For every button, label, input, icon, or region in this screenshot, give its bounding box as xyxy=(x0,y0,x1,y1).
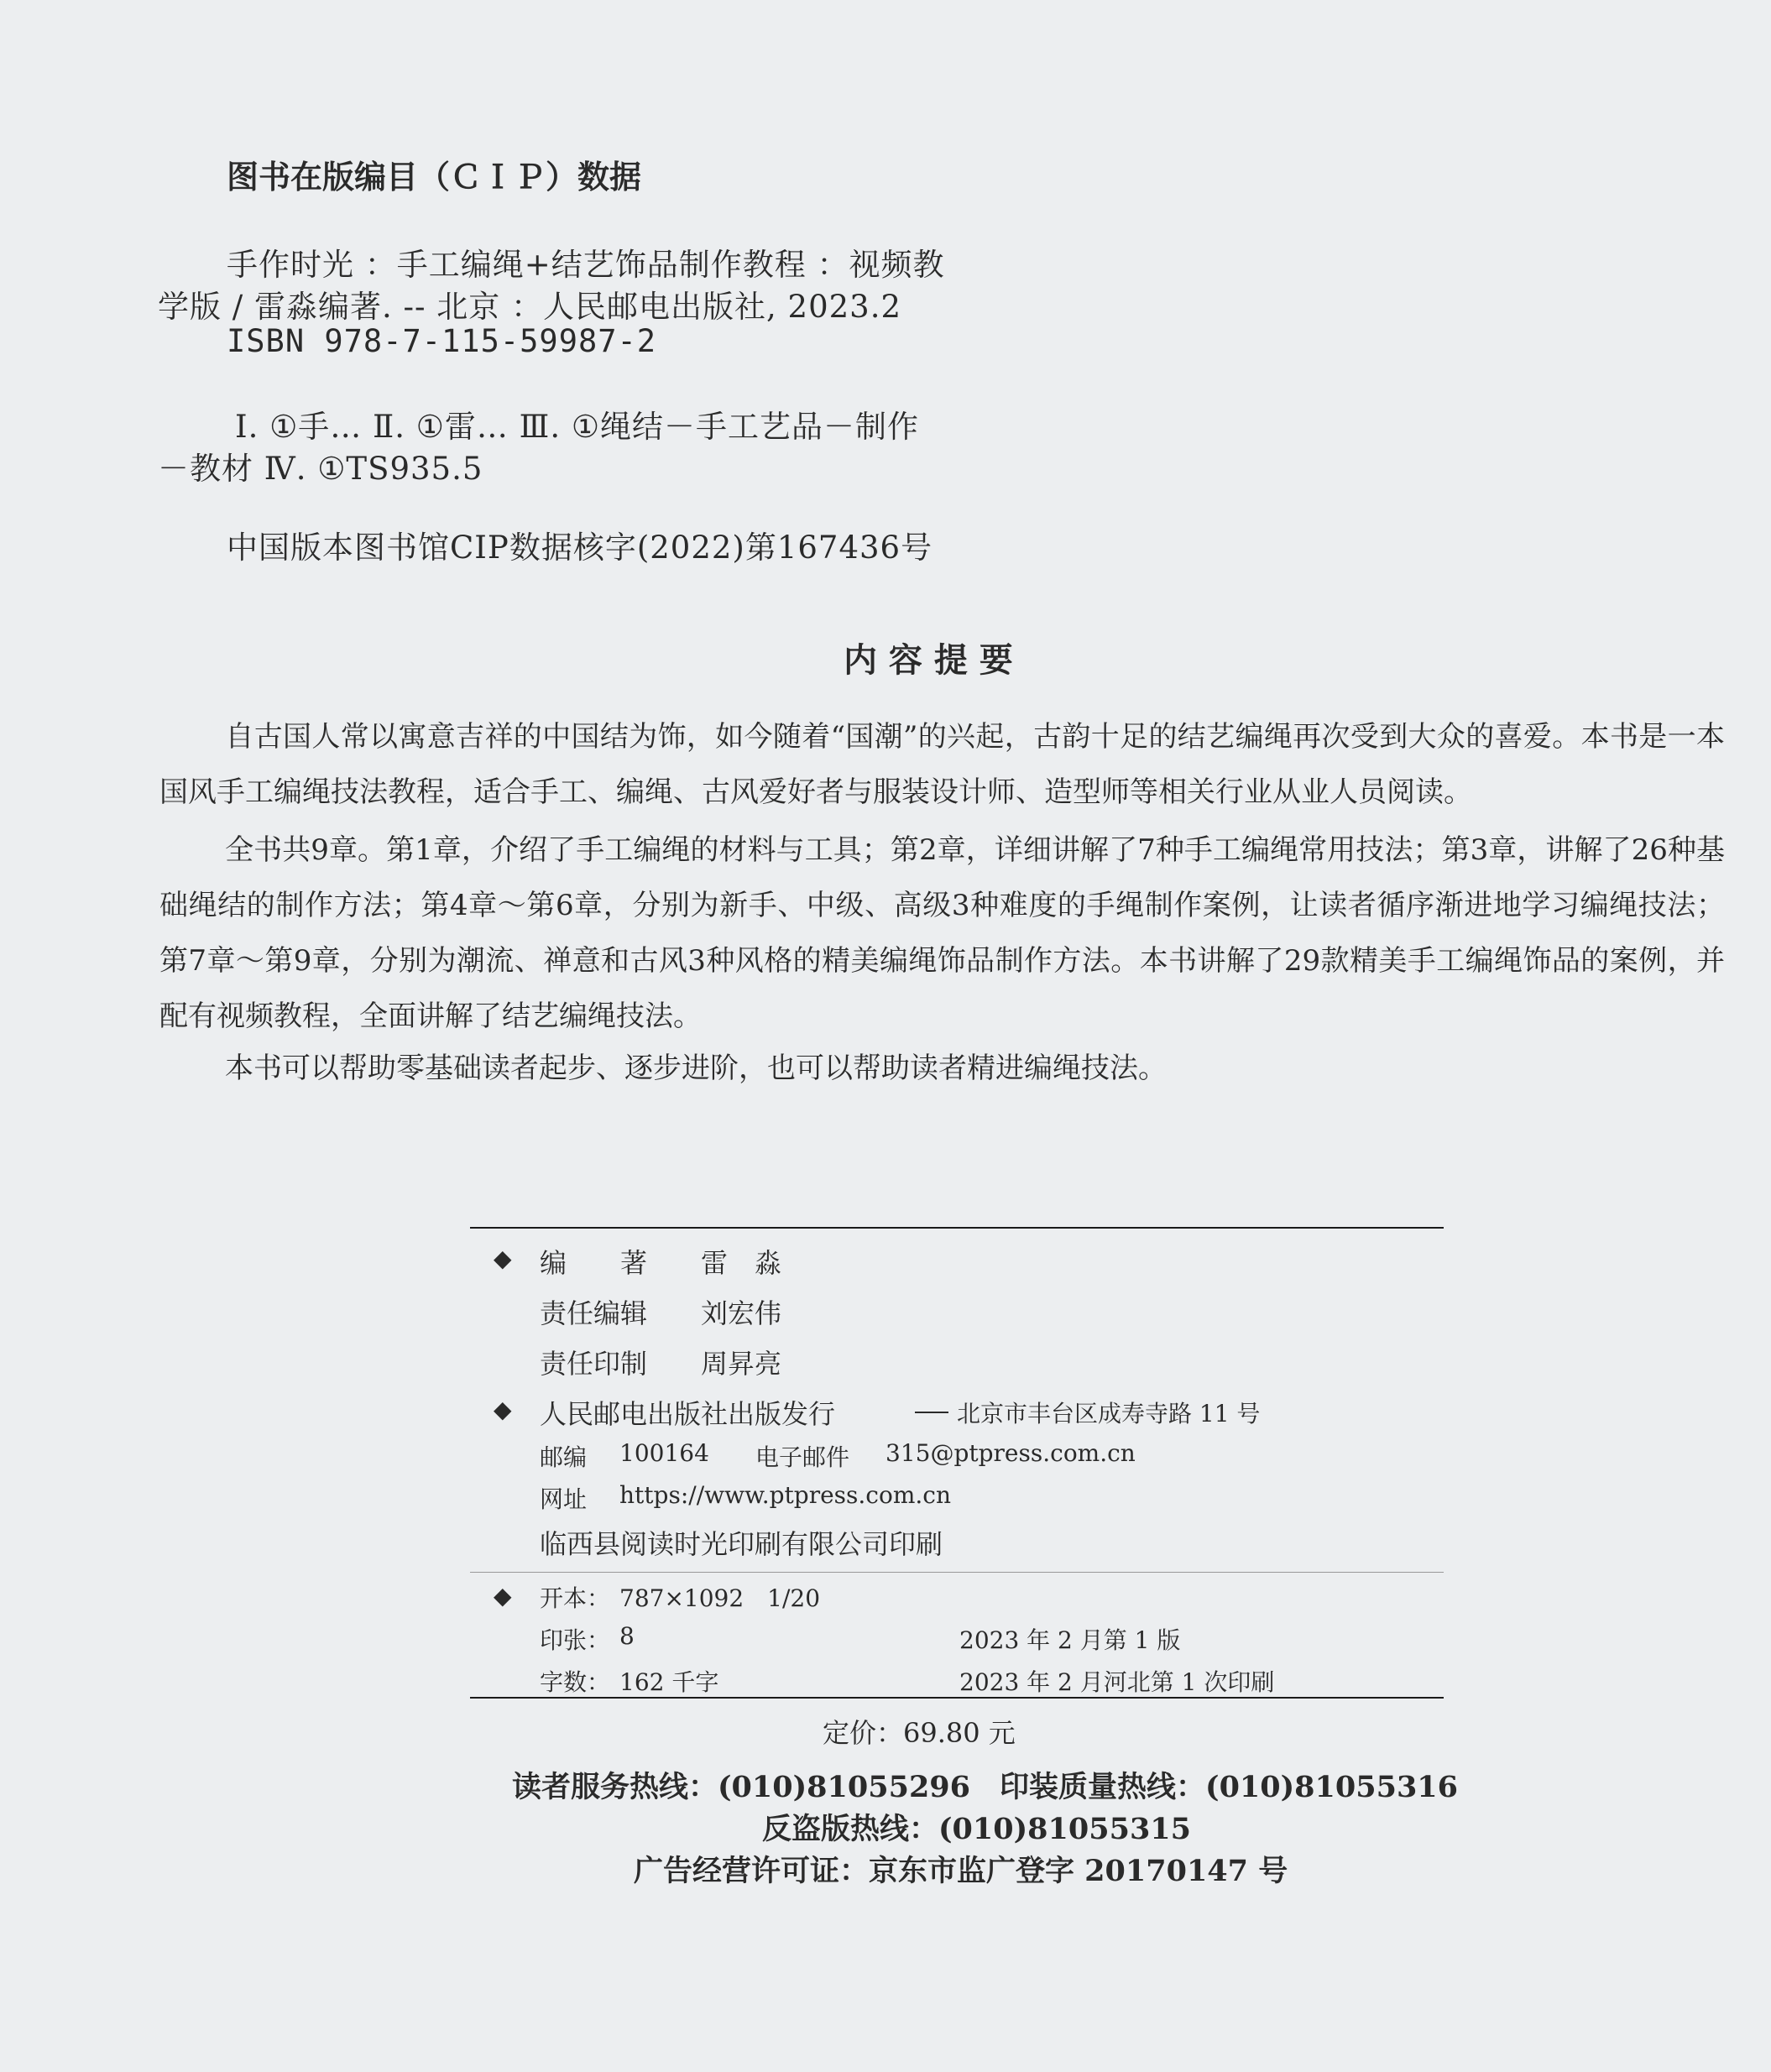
bullet-diamond-icon: ◆ xyxy=(494,1582,512,1610)
publisher-dash xyxy=(915,1412,948,1413)
cip-isbn: ISBN 978-7-115-59987-2 xyxy=(227,323,657,359)
printer: 临西县阅读时光印刷有限公司印刷 xyxy=(540,1528,943,1560)
cip-class-line2: －教材 Ⅳ. ①TS935.5 xyxy=(158,451,483,487)
sheets-label: 印张： xyxy=(540,1626,611,1654)
summary-paragraph-1: 自古国人常以寓意吉祥的中国结为饰，如今随着“国潮”的兴起，古韵十足的结艺编绳再次受到大众的喜爱。本书是一本国风手工编绳技法教程，适合手工、编绳、古风爱好者与服装设计师、造型师等相关行业从业人员阅读。 xyxy=(159,720,1725,809)
edition: 2023 年 2 月第 1 版 xyxy=(959,1626,1181,1654)
author-name: 雷 淼 xyxy=(701,1247,782,1279)
ad-license: 广告经营许可证：京东市监广登字 20170147 号 xyxy=(634,1854,1288,1888)
printing-name: 周昇亮 xyxy=(701,1348,782,1380)
summary-heading: 内 容 提 要 xyxy=(844,641,1013,680)
antipiracy-hotline: 反盗版热线：(010)81055315 xyxy=(762,1812,1192,1846)
imprint-top-rule xyxy=(470,1227,1444,1229)
postcode-label: 邮编 xyxy=(540,1443,588,1471)
editor-label: 责任编辑 xyxy=(540,1297,648,1329)
cip-title-line1: 手作时光 ：手工编绳+结艺饰品制作教程 ：视频教 xyxy=(227,247,945,283)
website: https://www.ptpress.com.cn xyxy=(619,1481,952,1509)
bullet-diamond-icon: ◆ xyxy=(494,1245,512,1272)
bullet-diamond-icon: ◆ xyxy=(494,1396,512,1423)
editor-name: 刘宏伟 xyxy=(701,1297,782,1329)
words-value: 162 千字 xyxy=(619,1668,719,1696)
email: 315@ptpress.com.cn xyxy=(886,1439,1136,1467)
format-value: 787×1092 1/20 xyxy=(619,1584,821,1612)
format-label: 开本： xyxy=(540,1584,611,1612)
author-label: 编 著 xyxy=(540,1247,648,1279)
summary-paragraph-2: 全书共9章。第1章，介绍了手工编绳的材料与工具；第2章，详细讲解了7种手工编绳常用技法；第3章，讲解了26种基础绳结的制作方法；第4章～第6章，分别为新手、中级、高级3种难度的手绳制作案例，让读者循序渐进地学习编绳技法；第7章～第9章，分别为潮流、禅意和古风3种风格的精美编绳饰品制作方法。本书讲解了29款精美手工编绳饰品的案例，并配有视频教程，全面讲解了结艺编绳技法。 xyxy=(159,833,1725,1033)
publisher-address: 北京市丰台区成寿寺路 11 号 xyxy=(957,1400,1261,1427)
price: 定价：69.80 元 xyxy=(823,1717,1016,1749)
cip-heading: 图书在版编目（ＣＩＰ）数据 xyxy=(227,159,642,196)
words-label: 字数： xyxy=(540,1668,611,1696)
publisher: 人民邮电出版社出版发行 xyxy=(540,1398,836,1430)
email-label: 电子邮件 xyxy=(755,1443,850,1471)
service-hotlines: 读者服务热线：(010)81055296 印装质量热线：(010)81055316 xyxy=(512,1770,1459,1804)
sheets-value: 8 xyxy=(619,1622,635,1650)
postcode: 100164 xyxy=(619,1439,709,1467)
imprint-mid-rule xyxy=(470,1572,1444,1573)
cip-title-line2: 学版 / 雷淼编著. -- 北京 ：人民邮电出版社, 2023.2 xyxy=(158,289,902,325)
summary-paragraph-3: 本书可以帮助零基础读者起步、逐步进阶，也可以帮助读者精进编绳技法。 xyxy=(225,1052,1167,1085)
website-label: 网址 xyxy=(540,1485,588,1513)
print-run: 2023 年 2 月河北第 1 次印刷 xyxy=(959,1668,1275,1696)
printing-label: 责任印制 xyxy=(540,1348,648,1380)
imprint-bottom-rule xyxy=(470,1697,1444,1699)
cip-class-line1: Ⅰ. ①手… Ⅱ. ①雷… Ⅲ. ①绳结－手工艺品－制作 xyxy=(235,409,920,445)
cip-number: 中国版本图书馆CIP数据核字(2022)第167436号 xyxy=(227,530,933,566)
